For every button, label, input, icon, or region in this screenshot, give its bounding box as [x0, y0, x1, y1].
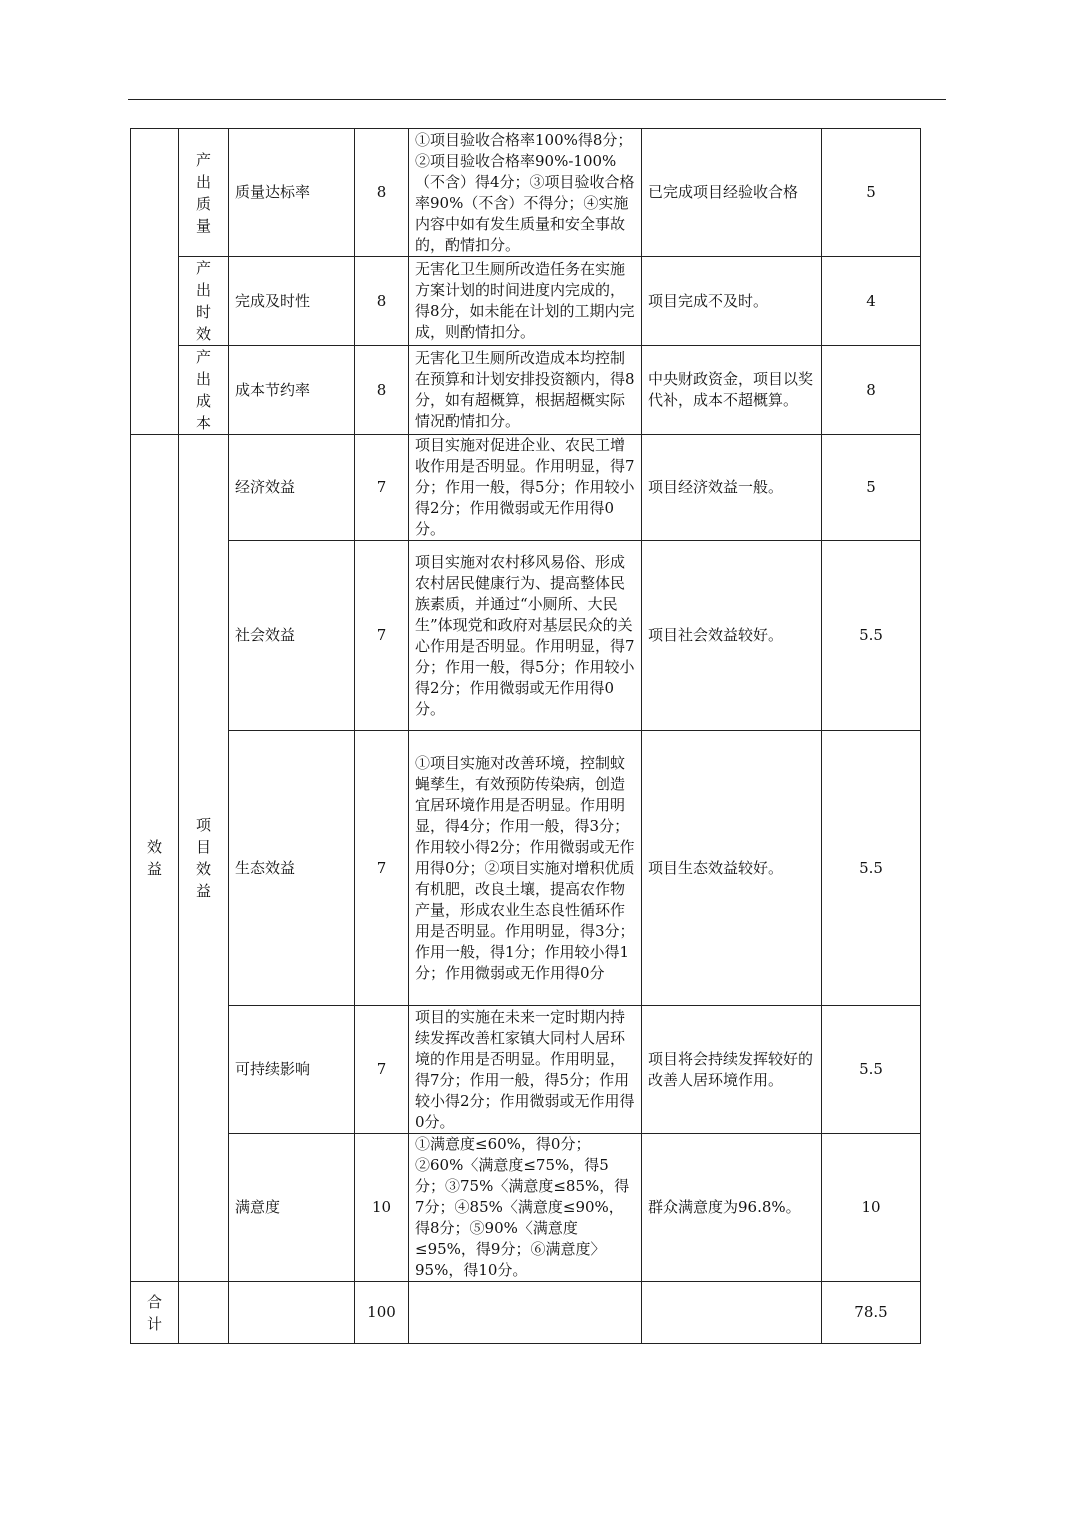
subgroup-cell: 产出质量 [179, 129, 229, 257]
scoring-standard: ①项目验收合格率100%得8分；②项目验收合格率90%-100%（不含）得4分；③项目验收合格率90%（不含）不得分；④实施内容中如有发生质量和安全事故的，酌情扣分。 [409, 129, 642, 257]
subgroup-cell: 产出时效 [179, 257, 229, 346]
indicator-weight: 7 [355, 731, 409, 1006]
evaluation-result: 项目生态效益较好。 [642, 731, 822, 1006]
total-row [131, 1282, 921, 1344]
indicator-weight: 8 [355, 257, 409, 346]
empty-cell [179, 1282, 229, 1344]
indicator-weight: 10 [355, 1134, 409, 1282]
evaluation-result: 已完成项目经验收合格 [642, 129, 822, 257]
indicator-score: 5.5 [822, 541, 921, 731]
evaluation-table [130, 128, 921, 1344]
empty-cell [229, 1282, 355, 1344]
indicator-name: 满意度 [229, 1134, 355, 1282]
indicator-name: 经济效益 [229, 435, 355, 541]
scoring-standard: ①满意度≤60%，得0分；②60%〈满意度≤75%，得5分；③75%〈满意度≤85%，得7分；④85%〈满意度≤90%，得8分；⑤90%〈满意度≤95%，得9分；⑥满意度〉95%，得10分。 [409, 1134, 642, 1282]
total-label: 合计 [131, 1282, 179, 1344]
subgroup-cell: 项目效益 [179, 435, 229, 1282]
indicator-score: 4 [822, 257, 921, 346]
indicator-weight: 7 [355, 435, 409, 541]
header-rule [128, 99, 946, 100]
indicator-name: 生态效益 [229, 731, 355, 1006]
empty-cell [409, 1282, 642, 1344]
table-row [131, 1006, 921, 1134]
empty-cell [642, 1282, 822, 1344]
scoring-standard: 项目实施对促进企业、农民工增收作用是否明显。作用明显，得7分；作用一般，得5分；作用较小得2分；作用微弱或无作用得0分。 [409, 435, 642, 541]
evaluation-result: 项目社会效益较好。 [642, 541, 822, 731]
scoring-standard: 项目的实施在未来一定时期内持续发挥改善杠家镇大同村人居环境的作用是否明显。作用明显，得7分；作用一般，得5分；作用较小得2分；作用微弱或无作用得0分。 [409, 1006, 642, 1134]
indicator-weight: 8 [355, 129, 409, 257]
table-row [131, 541, 921, 731]
table-row [131, 731, 921, 1006]
indicator-name: 质量达标率 [229, 129, 355, 257]
indicator-score: 5 [822, 435, 921, 541]
table-row [131, 129, 921, 257]
group-cell-output [131, 129, 179, 435]
subgroup-cell: 产出成本 [179, 346, 229, 435]
indicator-weight: 7 [355, 541, 409, 731]
scoring-standard: 无害化卫生厕所改造任务在实施方案计划的时间进度内完成的，得8分，如未能在计划的工期内完成，则酌情扣分。 [409, 257, 642, 346]
evaluation-result: 项目完成不及时。 [642, 257, 822, 346]
scoring-standard: ①项目实施对改善环境，控制蚊蝇孳生，有效预防传染病，创造宜居环境作用是否明显。作用明显，得4分；作用一般，得3分；作用较小得2分；作用微弱或无作用得0分；②项目实施对增积优质有机肥，改良土壤，提高农作物产量，形成农业生态良性循环作用是否明显。作用明显，得3分；作用一般，得1分；作用较小得1分；作用微弱或无作用得0分 [409, 731, 642, 1006]
evaluation-result: 群众满意度为96.8%。 [642, 1134, 822, 1282]
indicator-weight: 7 [355, 1006, 409, 1134]
total-score: 78.5 [822, 1282, 921, 1344]
table-row [131, 1134, 921, 1282]
indicator-score: 5.5 [822, 1006, 921, 1134]
table-row [131, 257, 921, 346]
evaluation-result: 中央财政资金，项目以奖代补，成本不超概算。 [642, 346, 822, 435]
indicator-name: 成本节约率 [229, 346, 355, 435]
indicator-weight: 8 [355, 346, 409, 435]
total-weight: 100 [355, 1282, 409, 1344]
scoring-standard: 无害化卫生厕所改造成本均控制在预算和计划安排投资额内，得8分，如有超概算，根据超概实际情况酌情扣分。 [409, 346, 642, 435]
table-row [131, 346, 921, 435]
scoring-standard: 项目实施对农村移风易俗、形成农村居民健康行为、提高整体民族素质，并通过“小厕所、大民生”体现党和政府对基层民众的关心作用是否明显。作用明显，得7分；作用一般，得5分；作用较小得2分；作用微弱或无作用得0分。 [409, 541, 642, 731]
indicator-score: 5.5 [822, 731, 921, 1006]
table-row [131, 435, 921, 541]
indicator-name: 社会效益 [229, 541, 355, 731]
evaluation-result: 项目经济效益一般。 [642, 435, 822, 541]
indicator-name: 完成及时性 [229, 257, 355, 346]
indicator-score: 8 [822, 346, 921, 435]
indicator-name: 可持续影响 [229, 1006, 355, 1134]
indicator-score: 5 [822, 129, 921, 257]
indicator-score: 10 [822, 1134, 921, 1282]
evaluation-result: 项目将会持续发挥较好的改善人居环境作用。 [642, 1006, 822, 1134]
group-cell-benefit: 效益 [131, 435, 179, 1282]
